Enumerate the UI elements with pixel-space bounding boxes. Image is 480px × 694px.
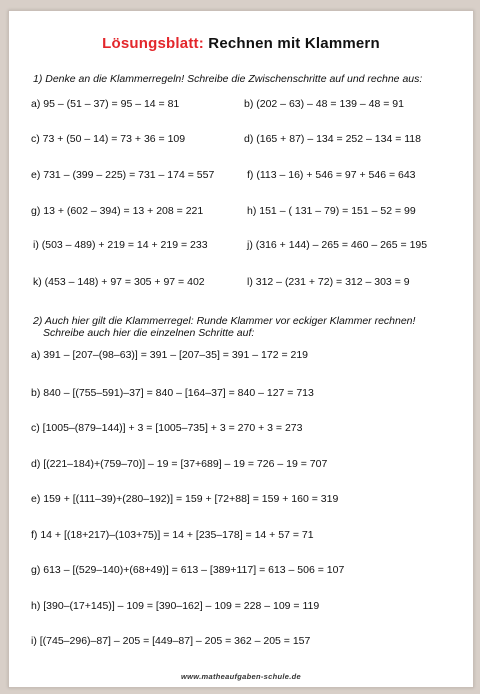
title-label: Lösungsblatt: [102,35,204,52]
task-1a: a) 95 – (51 – 37) = 95 – 14 = 81 [31,98,180,110]
task-1c: c) 73 + (50 – 14) = 73 + 36 = 109 [31,133,186,145]
task-2a: a) 391 – [207–(98–63)] = 391 – [207–35] = 391 – 172 = 219 [31,349,309,361]
section2-instruction-line1: 2) Auch hier gilt die Klammerregel: Runde Klammer vor eckiger Klammer rechnen! [33,315,416,327]
task-1h: h) 151 – ( 131 – 79) = 151 – 52 = 99 [247,205,416,217]
task-1b: b) (202 – 63) – 48 = 139 – 48 = 91 [244,98,404,110]
task-2f: f) 14 + [(18+217)–(103+75)] = 14 + [235–178] = 14 + 57 = 71 [31,529,314,541]
task-1e: e) 731 – (399 – 225) = 731 – 174 = 557 [31,169,215,181]
title-text: Rechnen mit Klammern [203,35,380,52]
task-1l: l) 312 – (231 + 72) = 312 – 303 = 9 [247,276,410,288]
worksheet-page [8,10,474,688]
footer-url: www.matheaufgaben-schule.de [181,672,301,681]
task-1k: k) (453 – 148) + 97 = 305 + 97 = 402 [33,276,205,288]
section2-instruction-line2: Schreibe auch hier die einzelnen Schritte auf: [43,327,255,339]
task-2g: g) 613 – [(529–140)+(68+49)] = 613 – [389+117] = 613 – 506 = 107 [31,564,345,576]
section1-instruction: 1) Denke an die Klammerregeln! Schreibe die Zwischenschritte auf und rechne aus: [33,73,423,85]
task-1j: j) (316 + 144) – 265 = 460 – 265 = 195 [247,239,428,251]
task-2d: d) [(221–184)+(759–70)] – 19 = [37+689] – 19 = 726 – 19 = 707 [31,458,328,470]
task-1f: f) (113 – 16) + 546 = 97 + 546 = 643 [247,169,416,181]
task-1d: d) (165 + 87) – 134 = 252 – 134 = 118 [244,133,421,145]
task-2b: b) 840 – [(755–591)–37] = 840 – [164–37] = 840 – 127 = 713 [31,387,314,399]
task-1i: i) (503 – 489) + 219 = 14 + 219 = 233 [33,239,208,251]
task-2e: e) 159 + [(111–39)+(280–192)] = 159 + [72+88] = 159 + 160 = 319 [31,493,339,505]
task-2h: h) [390–(17+145)] – 109 = [390–162] – 109 = 228 – 109 = 119 [31,600,320,612]
task-2i: i) [(745–296)–87] – 205 = [449–87] – 205 = 362 – 205 = 157 [31,635,311,647]
task-2c: c) [1005–(879–144)] + 3 = [1005–735] + 3 = 270 + 3 = 273 [31,422,303,434]
task-1g: g) 13 + (602 – 394) = 13 + 208 = 221 [31,205,204,217]
page-title [9,35,473,52]
